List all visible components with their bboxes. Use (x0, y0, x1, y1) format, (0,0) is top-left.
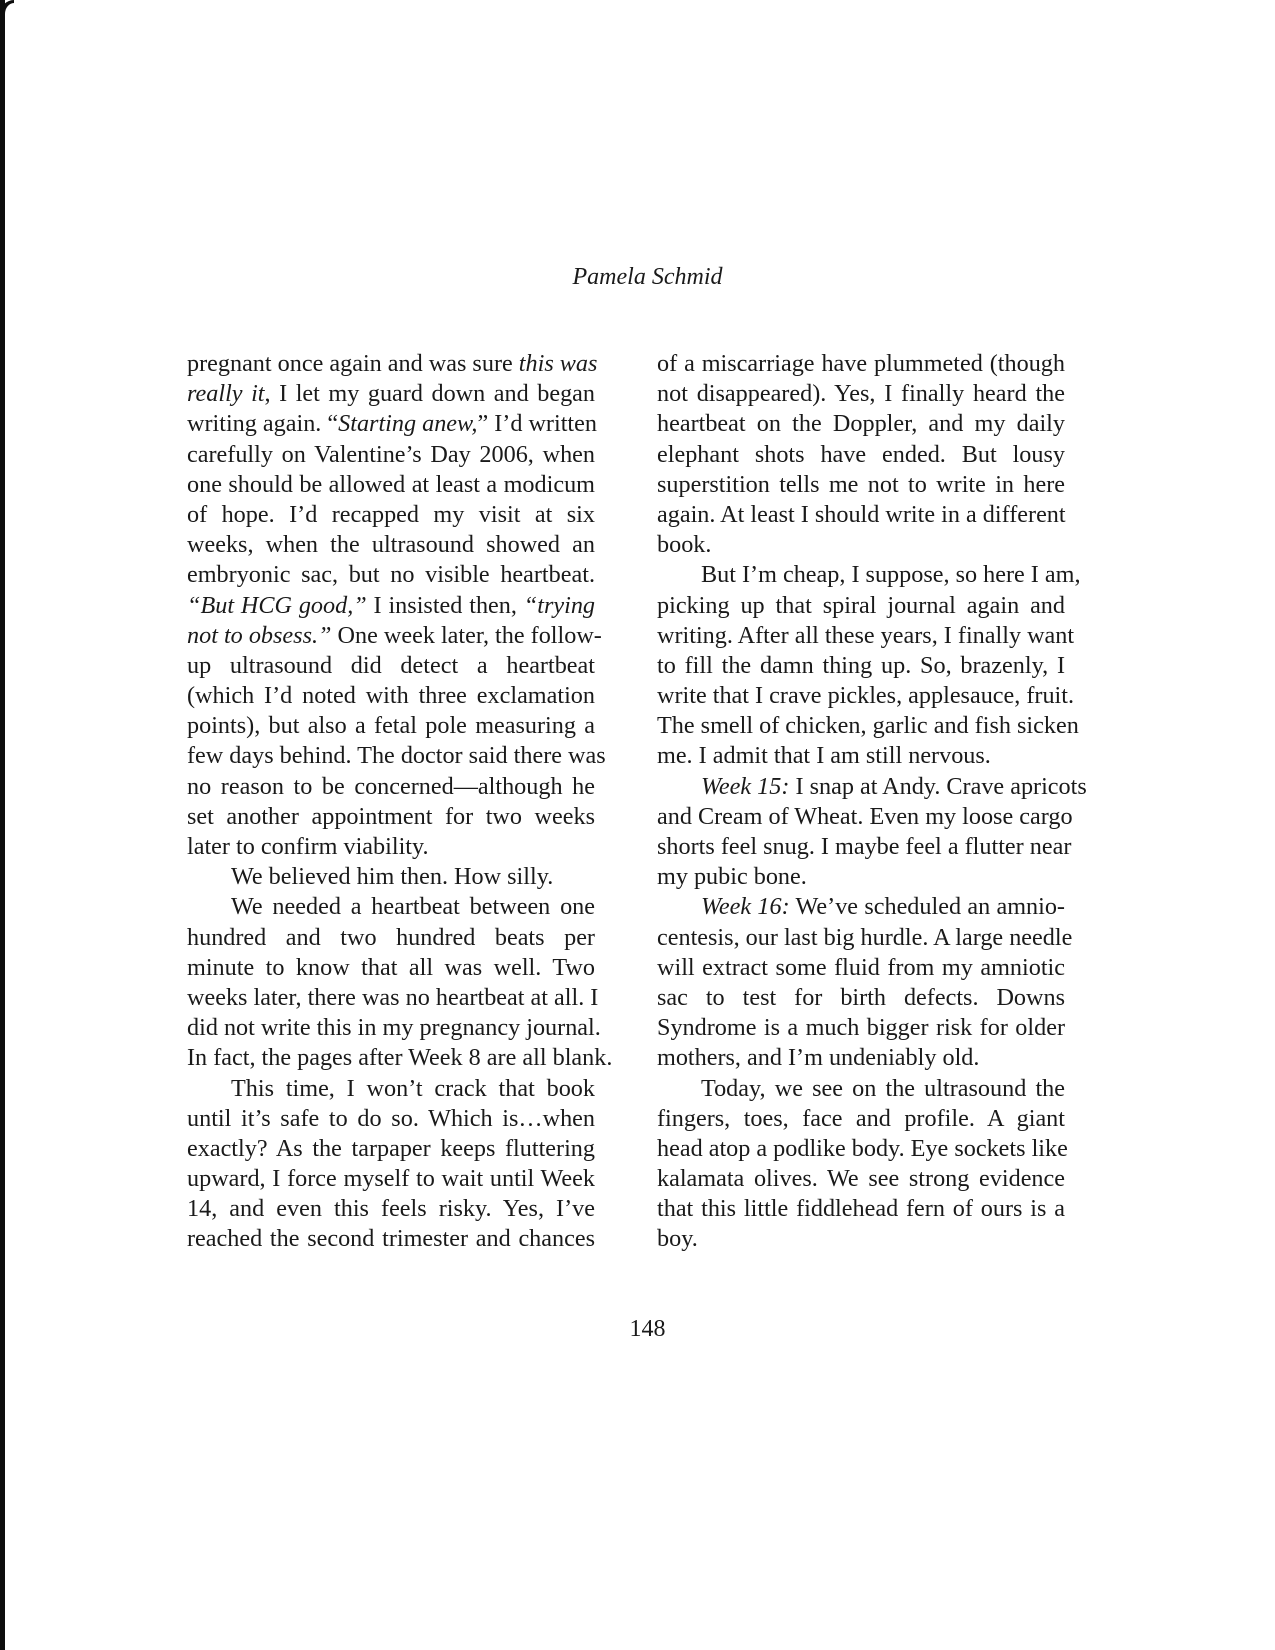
text-line (187, 1043, 613, 1073)
text-line (187, 741, 606, 771)
text-run: book. (657, 531, 712, 559)
text-line (657, 772, 1087, 802)
text-line (657, 923, 1073, 953)
text-run: I insisted then, (366, 591, 524, 619)
italic-text: not to obsess.” (187, 621, 332, 649)
text-line (657, 711, 1079, 741)
text-run: boy. (657, 1225, 698, 1253)
text-line (657, 1104, 1065, 1134)
text-run: will extract some fluid from my amniotic (657, 953, 1065, 981)
text-run: We needed a heartbeat between one (231, 893, 595, 921)
text-run: one should be allowed at least a modicum (187, 470, 595, 498)
text-run: heartbeat on the Doppler, and my daily (657, 410, 1065, 438)
text-line (187, 560, 595, 590)
text-run: superstition tells me not to write in here (657, 470, 1065, 498)
text-run: to fill the damn thing up. So, brazenly, I (657, 651, 1065, 679)
text-line (187, 500, 595, 530)
text-run: Syndrome is a much bigger risk for older (657, 1014, 1065, 1042)
text-line (187, 1164, 595, 1194)
text-line (657, 409, 1065, 439)
text-line (187, 591, 595, 621)
text-run: writing again. “ (187, 410, 339, 438)
text-line (657, 530, 1065, 560)
text-run: later to confirm viability. (187, 833, 429, 860)
text-line (187, 681, 595, 711)
running-head-author: Pamela Schmid (572, 264, 723, 290)
text-run: did not write this in my pregnancy journal. (187, 1014, 601, 1042)
text-line (187, 711, 595, 741)
text-run: shorts feel snug. I maybe feel a flutter near (657, 833, 1072, 860)
text-run: kalamata olives. We see strong evidence (657, 1165, 1065, 1193)
text-line (187, 892, 595, 922)
text-line (187, 923, 595, 953)
text-run: reached the second trimester and chances (187, 1225, 595, 1253)
text-line (657, 1074, 1065, 1104)
text-line (187, 1104, 595, 1134)
text-line (657, 953, 1065, 983)
text-run: One week later, the follow- (331, 621, 602, 649)
text-line (187, 1194, 595, 1224)
text-run: upward, I force myself to wait until Week (187, 1165, 595, 1193)
text-run: 14, and even this feels risky. Yes, I’ve (187, 1195, 595, 1223)
text-run: few days behind. The doctor said there was (187, 742, 606, 770)
text-line (657, 1134, 1068, 1164)
text-line (657, 440, 1065, 470)
text-run: write that I crave pickles, applesauce, fruit. (657, 682, 1075, 710)
text-run: me. I admit that I am still nervous. (657, 742, 991, 770)
text-line (187, 802, 595, 832)
text-line (187, 440, 595, 470)
text-line (657, 379, 1065, 409)
text-line (187, 379, 595, 409)
text-line (187, 1074, 595, 1104)
text-line (187, 651, 595, 681)
text-run: of hope. I’d recapped my visit at six (187, 500, 595, 528)
text-run: ” I’d written (477, 410, 597, 438)
text-line (657, 470, 1065, 500)
text-line (187, 1013, 601, 1043)
text-run: elephant shots have ended. But lousy (657, 440, 1065, 468)
text-run: But I’m cheap, I suppose, so here I am, (701, 561, 1081, 589)
text-run: sac to test for birth defects. Downs (657, 983, 1065, 1011)
text-line (187, 1134, 595, 1164)
text-run: weeks later, there was no heartbeat at all. I (187, 983, 599, 1011)
text-line (657, 892, 1065, 922)
text-line (187, 772, 595, 802)
text-line (657, 983, 1065, 1013)
text-run: writing. After all these years, I finally want (657, 621, 1075, 649)
text-line (187, 349, 598, 379)
text-line (187, 470, 595, 500)
text-line (657, 1224, 1065, 1254)
text-line (187, 530, 595, 560)
text-line (187, 621, 602, 651)
text-run: set another appointment for two weeks (187, 802, 595, 830)
text-line (657, 802, 1073, 832)
scan-edge-shadow (0, 0, 5, 1650)
text-run: , I let my guard down and began (264, 380, 595, 408)
text-run: minute to know that all was well. Two (187, 953, 595, 981)
text-run: points), but also a fetal pole measuring a (187, 712, 595, 740)
text-run: and Cream of Wheat. Even my loose cargo (657, 802, 1073, 830)
text-line (657, 1194, 1065, 1224)
text-line (187, 862, 595, 892)
text-line (187, 1224, 595, 1254)
text-line (657, 741, 1065, 771)
italic-text: Starting anew, (338, 410, 478, 438)
text-run: This time, I won’t crack that book (231, 1074, 595, 1102)
text-line (657, 560, 1081, 590)
text-line (657, 349, 1065, 379)
italic-text: this was (518, 350, 598, 377)
italic-text: Week 16: (701, 893, 790, 921)
text-run: centesis, our last big hurdle. A large needle (657, 923, 1073, 951)
text-run: again. At least I should write in a different (657, 500, 1066, 528)
italic-text: “trying (523, 591, 596, 619)
text-line (657, 862, 1065, 892)
italic-text: really it (187, 380, 265, 408)
text-line (187, 983, 599, 1013)
text-run: fingers, toes, face and profile. A giant (657, 1104, 1065, 1132)
text-run: not disappeared). Yes, I finally heard the (657, 380, 1065, 408)
text-line (657, 651, 1065, 681)
text-run: no reason to be concerned—although he (187, 772, 595, 800)
text-run: exactly? As the tarpaper keeps fluttering (187, 1134, 595, 1162)
text-line (187, 409, 595, 439)
text-run: carefully on Valentine’s Day 2006, when (187, 440, 595, 468)
text-line (657, 591, 1065, 621)
text-run: (which I’d noted with three exclamation (187, 682, 595, 710)
text-run: up ultrasound did detect a heartbeat (187, 651, 595, 679)
text-run: head atop a podlike body. Eye sockets like (657, 1134, 1068, 1162)
text-run: We believed him then. How silly. (231, 863, 554, 891)
text-run: embryonic sac, but no visible heartbeat. (187, 561, 595, 589)
text-run: We’ve scheduled an amnio- (789, 893, 1065, 921)
italic-text: Week 15: (701, 772, 790, 800)
text-column-left (187, 349, 613, 1255)
text-line (187, 953, 595, 983)
text-line (187, 832, 595, 862)
text-run: Today, we see on the ultrasound the (701, 1074, 1065, 1102)
text-line (657, 1043, 1065, 1073)
text-run: weeks, when the ultrasound showed an (187, 531, 595, 559)
text-column-right (657, 349, 1087, 1255)
text-run: hundred and two hundred beats per (187, 923, 595, 951)
text-run: picking up that spiral journal again and (657, 591, 1065, 619)
text-line (657, 500, 1065, 530)
text-line (657, 621, 1075, 651)
text-run: I snap at Andy. Crave apricots (789, 772, 1087, 800)
text-run: The smell of chicken, garlic and fish sicken (657, 712, 1079, 740)
italic-text: “But HCG good,” (187, 591, 367, 619)
text-run: my pubic bone. (657, 863, 807, 891)
text-run: mothers, and I’m undeniably old. (657, 1044, 980, 1072)
text-line (657, 1013, 1065, 1043)
text-run: In fact, the pages after Week 8 are all blank. (187, 1044, 613, 1072)
text-run: that this little fiddlehead fern of ours is a (657, 1195, 1065, 1223)
text-run: until it’s safe to do so. Which is…when (187, 1104, 595, 1132)
page-number: 148 (629, 1316, 666, 1342)
text-line (657, 832, 1072, 862)
text-line (657, 681, 1075, 711)
text-line (657, 1164, 1065, 1194)
text-run: pregnant once again and was sure (187, 350, 519, 377)
text-run: of a miscarriage have plummeted (though (657, 350, 1065, 377)
